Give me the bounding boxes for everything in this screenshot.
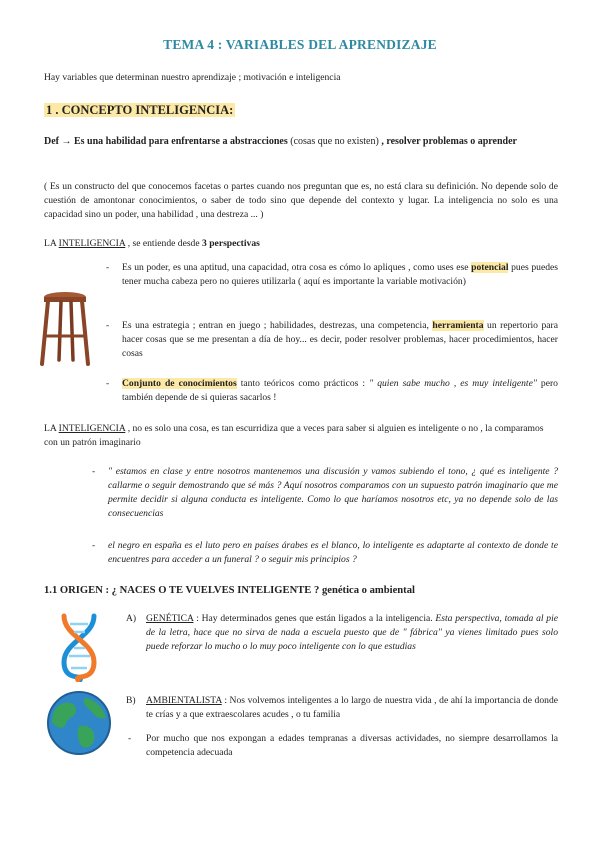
section-1-heading: 1 . CONCEPTO INTELIGENCIA:	[46, 103, 234, 117]
bullet-dash: -	[92, 466, 96, 477]
perspective-2: Es una estrategia ; entran en juego ; habilidades, destrezas, una competencia, herramienta un repertorio para hacer cosas que se me presentan a día de hoy... es decir, poder resolver problemas, hacer procedimientos, hacer cosas	[122, 320, 558, 359]
globe-icon	[46, 690, 112, 756]
ambientalista-bullet: Por mucho que nos expongan a edades tempranas a diversas actividades, no siempre desarrollamos la competencia adecuada	[146, 733, 558, 758]
bullet-dash: -	[106, 320, 110, 331]
quote-example-2: el negro en españa es el luto pero en países árabes es el blanco, lo inteligente es adaptarte al contexto de donde te encuentres para acceder a un funeral ? o seguir mis principios ?	[108, 540, 558, 565]
construct-paragraph: ( Es un constructo del que conocemos facetas o partes cuando nos preguntan que es, no está clara su definición. No depende solo de cuestión de amontonar conocimientos, o saber de todo sino que depende del contexto y lugar. La inteligencia no solo es una capacidad sino un poder, una habilidad , una destreza ... )	[44, 181, 558, 220]
stool-icon	[38, 290, 92, 366]
comparison-paragraph: LA INTELIGENCIA , no es solo una cosa, es tan escurridiza que a veces para saber si alguien es inteligente o no , la comparamos con un patrón imaginario	[44, 423, 544, 448]
section-1-1-heading: 1.1 ORIGEN : ¿ NACES O TE VUELVES INTELIGENTE ? genética o ambiental	[44, 585, 415, 596]
bullet-dash: -	[92, 540, 96, 551]
list-marker-a: A)	[126, 613, 137, 624]
page-title: TEMA 4 : VARIABLES DEL APRENDIZAJE	[163, 37, 437, 52]
genetica-item: GENÉTICA : Hay determinados genes que están ligados a la inteligencia. Esta perspectiva, tomada al pie de la letra, hace que no sirva de nada a escuela puesto que de " fábrica" ya vienes limitado pues solo puede reforzar lo mucho o lo muy poco inteligente con lo que estudias	[146, 613, 559, 652]
intro-text: Hay variables que determinan nuestro aprendizaje ; motivación e inteligencia	[44, 72, 341, 83]
bullet-dash: -	[106, 378, 110, 389]
dna-icon	[54, 612, 104, 682]
quote-example-1: " estamos en clase y entre nosotros mantenemos una discusión y vamos subiendo el tono, ¿ qué es inteligente ? callarme o seguir demostrando que sé más ? Aquí nosotros comparamos con un supuesto patrón imaginario que me permite decidir si alguna conducta es inteligente. Como lo que haríamos nosotros etc, ya no depende solo de las consecuencias	[108, 466, 558, 519]
perspectives-intro: LA INTELIGENCIA , se entiende desde 3 perspectivas	[44, 238, 260, 249]
definition: Def → Es una habilidad para enfrentarse a abstracciones (cosas que no existen) , resolver problemas o aprender	[44, 136, 517, 147]
perspective-3: Conjunto de conocimientos tanto teóricos como prácticos : " quien sabe mucho , es muy inteligente" pero también depende de si quieras sacarlos !	[122, 378, 558, 403]
bullet-dash: -	[128, 733, 132, 744]
perspective-1: Es un poder, es una aptitud, una capacidad, otra cosa es cómo lo apliques , como uses ese potencial pues puedes tener mucha cabeza pero no quieres utilizarla ( aquí es importante la variable motivación)	[122, 262, 558, 287]
list-marker-b: B)	[126, 695, 136, 706]
bullet-dash: -	[106, 262, 110, 273]
ambientalista-item: AMBIENTALISTA : Nos volvemos inteligentes a lo largo de nuestra vida , de ahí la importancia de donde te crías y a que extraescolares acudes , o tu familia	[146, 695, 559, 720]
